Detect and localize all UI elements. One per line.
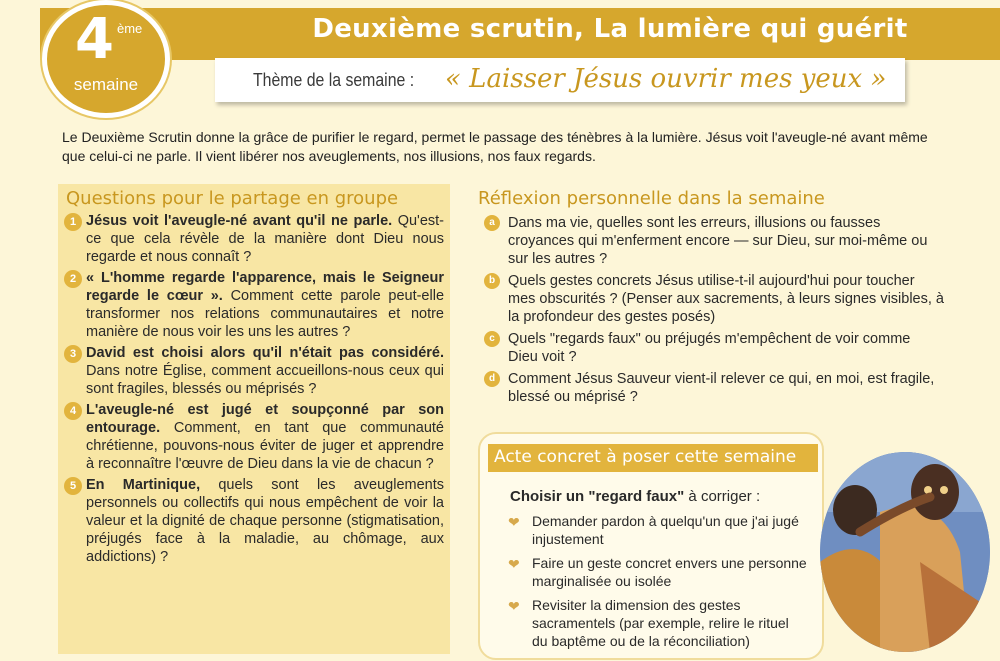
question-item: [64, 476, 444, 566]
week-label: semaine: [73, 75, 139, 94]
question-item: [64, 344, 444, 398]
acte-item-text: Revisiter la dimension des gestes sacramentels (par exemple, relire le rituel du baptême ou de la réconciliation): [532, 597, 789, 649]
acte-intro-rest: à corriger :: [684, 488, 761, 505]
acte-intro-bold: Choisir un "regard faux": [510, 488, 685, 505]
acte-intro: [510, 488, 760, 505]
reflexion-text: Quels gestes concrets Jésus utilise-t-il aujourd'hui pour toucher mes obscurités ? (Penser aux sacrements, à leurs signes visibles, à la profondeur des gestes posés): [508, 273, 944, 325]
questions-title: Questions pour le partage en groupe: [66, 188, 399, 209]
question-item: [64, 212, 444, 266]
intro-text: Le Deuxième Scrutin donne la grâce de purifier le regard, permet le passage des ténèbres à la lumière. Jésus voit l'aveugle-né avant même que celui-ci ne parle. Il vient libérer nos aveuglements, nos illusions, nos faux regards.: [62, 129, 928, 164]
acte-item: [508, 512, 808, 548]
reflexion-item: [484, 330, 944, 366]
number-badge: 1: [64, 213, 82, 231]
letter-badge: d: [484, 371, 500, 387]
acte-item-text: Demander pardon à quelqu'un que j'ai jugé injustement: [532, 513, 799, 547]
reflexion-item: [484, 272, 944, 326]
number-badge: 5: [64, 477, 82, 495]
reflexion-text: Quels "regards faux" ou préjugés m'empêchent de voir comme Dieu voit ?: [508, 331, 911, 365]
reflexion-item: [484, 370, 944, 406]
theme-label: Thème de la semaine :: [253, 70, 415, 90]
question-bold: En Martinique,: [86, 477, 201, 493]
week-badge: [42, 0, 170, 118]
number-badge: 2: [64, 270, 82, 288]
jesus-healing-illustration: [820, 452, 990, 652]
acte-list: [508, 512, 808, 656]
question-item: [64, 401, 444, 473]
question-text: Dans notre Église, comment accueillons-nous ceux qui sont fragiles, blessés ou méprisés ?: [86, 363, 444, 397]
reflexion-item: [484, 214, 944, 268]
week-suffix: ème: [117, 21, 143, 36]
heart-icon: ❤: [508, 598, 520, 614]
reflexion-text: Comment Jésus Sauveur vient-il relever ce qui, en moi, est fragile, blessé ou méprisé ?: [508, 371, 935, 405]
question-bold: « L'homme regarde l'apparence, mais le Seigneur regarde le cœur ».: [86, 270, 444, 304]
question-bold: David est choisi alors qu'il n'était pas considéré.: [86, 345, 444, 361]
heart-icon: ❤: [508, 514, 520, 530]
questions-list: [64, 212, 444, 569]
letter-badge: c: [484, 331, 500, 347]
question-text: quels sont les aveuglements personnels ou collectifs qui nous empêchent de voir la valeur et la dignité de chaque personne (stigmatisation, préjugés face à la maladie, au chômage, aux addictions) ?: [86, 477, 444, 565]
theme-quote: « Laisser Jésus ouvrir mes yeux »: [445, 64, 887, 94]
reflexion-text: Dans ma vie, quelles sont les erreurs, illusions ou fausses croyances qui m'enferment encore — sur Dieu, sur moi-même ou sur les autres ?: [508, 215, 928, 267]
question-bold: Jésus voit l'aveugle-né avant qu'il ne parle.: [86, 213, 393, 229]
theme-box: [215, 58, 905, 102]
number-badge: 4: [64, 402, 82, 420]
acte-item: [508, 554, 808, 590]
acte-title: Acte concret à poser cette semaine: [494, 447, 797, 467]
acte-item: [508, 596, 808, 650]
letter-badge: a: [484, 215, 500, 231]
week-number: 4: [75, 7, 114, 72]
illustration-drawing: [820, 452, 990, 652]
letter-badge: b: [484, 273, 500, 289]
reflexion-list: [484, 214, 944, 410]
question-bold: L'aveugle-né est jugé et soupçonné par son entourage.: [86, 402, 444, 436]
question-text: Comment cette parole peut-elle transformer nos relations communautaires et notre manière de nous voir les uns les autres ?: [86, 288, 445, 340]
question-text: Comment, en tant que communauté chrétienne, pouvons-nous éviter de juger et apprendre à reconnaître l'œuvre de Dieu dans la vie de chacun ?: [86, 420, 444, 472]
number-badge: 3: [64, 345, 82, 363]
acte-item-text: Faire un geste concret envers une personne marginalisée ou isolée: [532, 555, 807, 589]
reflexion-title: Réflexion personnelle dans la semaine: [478, 188, 825, 209]
question-item: [64, 269, 444, 341]
heart-icon: ❤: [508, 556, 520, 572]
page-title: Deuxième scrutin, La lumière qui guérit: [312, 14, 908, 44]
question-text: Qu'est-ce que cela révèle de la manière dont Dieu nous regarde et nous connaît ?: [86, 213, 444, 265]
